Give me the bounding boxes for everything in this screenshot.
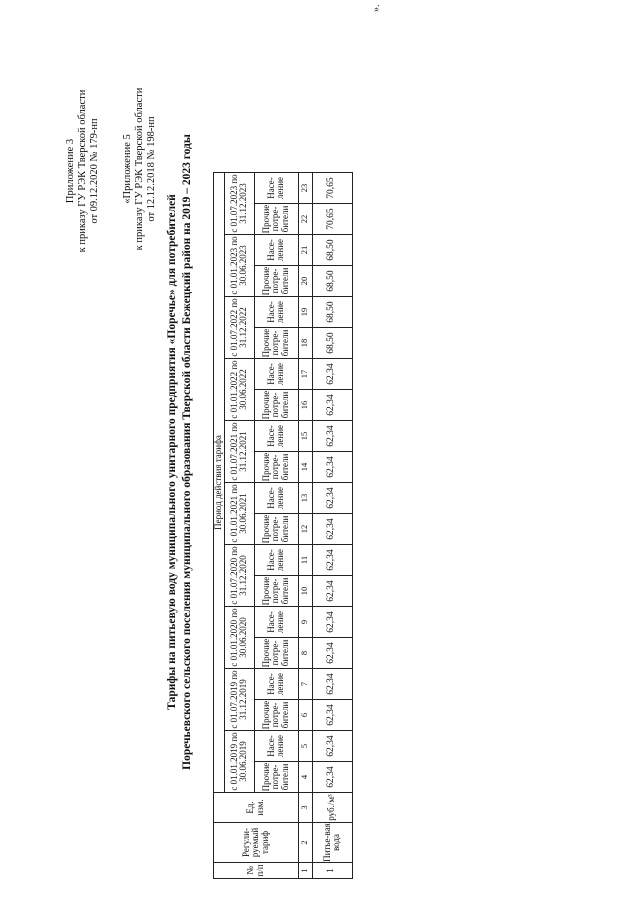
table-row <box>312 173 352 879</box>
subheader-row <box>254 173 298 879</box>
tariff-value-cell: 62,34 <box>312 731 352 762</box>
column-number: 5 <box>298 731 312 762</box>
tariff-value-cell: 68,50 <box>312 266 352 297</box>
subheader-other-consumers: Прочие потре-бители <box>254 762 298 793</box>
subheader-population: Насе-ление <box>254 483 298 514</box>
subheader-other-consumers: Прочие потре-бители <box>254 390 298 421</box>
tariff-value-cell: 62,34 <box>312 359 352 390</box>
tariff-value-cell: 68,50 <box>312 235 352 266</box>
column-number: 13 <box>298 483 312 514</box>
period-header: с 01.01.2022 по 30.06.2022 <box>224 359 254 421</box>
subheader-other-consumers: Прочие потре-бители <box>254 266 298 297</box>
row-unit: руб./м³ <box>312 793 352 823</box>
appendix-3-line: Приложение 3 <box>65 138 76 204</box>
tariff-value-cell: 62,34 <box>312 514 352 545</box>
period-header: с 01.07.2023 по 31.12.2023 <box>224 173 254 235</box>
header-unit: Ед. изм. <box>214 793 299 823</box>
column-number: 19 <box>298 297 312 328</box>
header-no: № п/п <box>214 863 299 879</box>
subheader-other-consumers: Прочие потре-бители <box>254 452 298 483</box>
subheader-population: Насе-ление <box>254 421 298 452</box>
column-number: 10 <box>298 576 312 607</box>
subheader-other-consumers: Прочие потре-бители <box>254 204 298 235</box>
column-number: 1 <box>298 863 312 879</box>
row-no: 1 <box>312 863 352 879</box>
column-number: 21 <box>298 235 312 266</box>
subheader-population: Насе-ление <box>254 607 298 638</box>
closing-quote: ». <box>371 4 382 12</box>
document-title-line-2: Поречьевского сельского поселения муниципального образования Тверской области Бежецкий район на 2019 – 2023 годы <box>181 134 193 770</box>
document-title-line-1: Тарифы на питьевую воду муниципального унитарного предприятия «Поречье» для потребителей <box>166 194 178 710</box>
column-number: 22 <box>298 204 312 235</box>
tariff-value-cell: 62,34 <box>312 421 352 452</box>
tariff-value-cell: 62,34 <box>312 545 352 576</box>
header-period: Период действия тарифа <box>214 173 225 793</box>
column-number: 14 <box>298 452 312 483</box>
column-number: 11 <box>298 545 312 576</box>
subheader-population: Насе-ление <box>254 545 298 576</box>
column-number: 12 <box>298 514 312 545</box>
tariff-value-cell: 62,34 <box>312 452 352 483</box>
subheader-population: Насе-ление <box>254 731 298 762</box>
tariff-value-cell: 68,50 <box>312 297 352 328</box>
subheader-other-consumers: Прочие потре-бители <box>254 514 298 545</box>
period-header: с 01.07.2020 по 31.12.2020 <box>224 545 254 607</box>
column-number: 15 <box>298 421 312 452</box>
period-header: с 01.07.2019 по 31.12.2019 <box>224 669 254 731</box>
tariff-value-cell: 62,34 <box>312 576 352 607</box>
appendix-5-header <box>122 44 158 294</box>
subheader-other-consumers: Прочие потре-бители <box>254 638 298 669</box>
tariff-value-cell: 70,65 <box>312 173 352 204</box>
header-tariff: Регули-руемый тариф <box>214 823 299 863</box>
appendix-3-line: к приказу ГУ РЭК Тверской области <box>77 89 88 253</box>
tariff-value-cell: 62,34 <box>312 638 352 669</box>
column-number: 17 <box>298 359 312 390</box>
row-tariff: Питье-вая вода <box>312 823 352 863</box>
appendix-5-line: «Приложение 5 <box>122 134 133 204</box>
column-number: 2 <box>298 823 312 863</box>
period-header: с 01.01.2020 по 30.06.2020 <box>224 607 254 669</box>
tariff-value-cell: 70,65 <box>312 204 352 235</box>
subheader-population: Насе-ление <box>254 235 298 266</box>
subheader-population: Насе-ление <box>254 297 298 328</box>
subheader-other-consumers: Прочие потре-бители <box>254 700 298 731</box>
tariff-table <box>213 172 353 879</box>
column-number: 8 <box>298 638 312 669</box>
period-header: с 01.01.2021 по 30.06.2021 <box>224 483 254 545</box>
column-number: 4 <box>298 762 312 793</box>
period-header: с 01.01.2023 по 30.06.2023 <box>224 235 254 297</box>
period-header: с 01.07.2021 по 31.12.2021 <box>224 421 254 483</box>
column-number: 3 <box>298 793 312 823</box>
subheader-population: Насе-ление <box>254 669 298 700</box>
tariff-value-cell: 62,34 <box>312 483 352 514</box>
column-number: 20 <box>298 266 312 297</box>
subheader-population: Насе-ление <box>254 359 298 390</box>
period-header: с 01.07.2022 по 31.12.2022 <box>224 297 254 359</box>
subheader-population: Насе-ление <box>254 173 298 204</box>
column-number: 18 <box>298 328 312 359</box>
column-number: 9 <box>298 607 312 638</box>
appendix-3-line: от 09.12.2020 № 179-нп <box>89 118 100 224</box>
column-number: 7 <box>298 669 312 700</box>
column-number: 16 <box>298 390 312 421</box>
period-row <box>224 173 254 879</box>
subheader-other-consumers: Прочие потре-бители <box>254 576 298 607</box>
column-number: 6 <box>298 700 312 731</box>
subheader-other-consumers: Прочие потре-бители <box>254 328 298 359</box>
tariff-value-cell: 62,34 <box>312 700 352 731</box>
column-number: 23 <box>298 173 312 204</box>
tariff-value-cell: 62,34 <box>312 607 352 638</box>
period-header: с 01.01.2019 по 30.06.2019 <box>224 731 254 793</box>
appendix-5-line: от 12.12.2018 № 198-нп <box>146 116 157 222</box>
tariff-value-cell: 62,34 <box>312 762 352 793</box>
tariff-value-cell: 62,34 <box>312 390 352 421</box>
appendix-3-header <box>65 81 101 261</box>
tariff-value-cell: 62,34 <box>312 669 352 700</box>
appendix-5-line: к приказу ГУ РЭК Тверской области <box>134 87 145 251</box>
tariff-value-cell: 68,50 <box>312 328 352 359</box>
column-number-row <box>298 173 312 879</box>
